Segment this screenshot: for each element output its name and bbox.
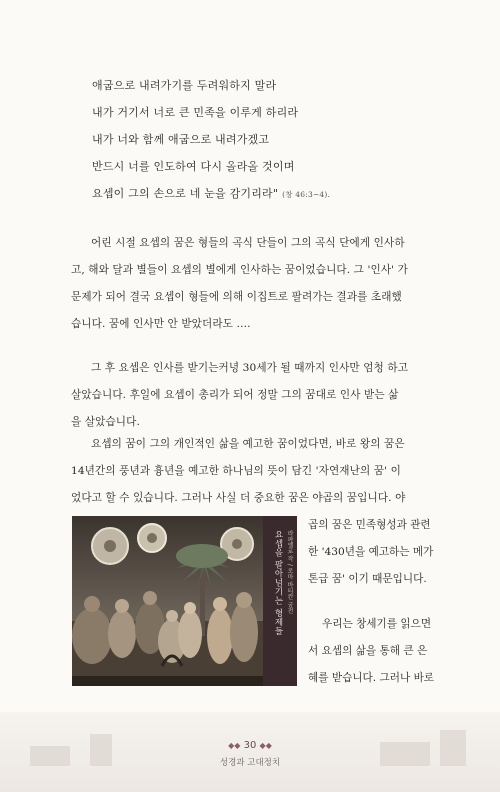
figure-caption-band [263, 516, 297, 686]
paragraph-line: 한 '430년을 예고하는 메가 [308, 546, 434, 558]
paragraph-line: 었다고 할 수 있습니다. 그러나 사실 더 중요한 꿈은 야곱의 꿈입니다. 야 [71, 492, 406, 504]
painting-image [72, 516, 263, 686]
scripture-quote [92, 72, 452, 207]
verse-line: 내가 너와 함께 애굽으로 내려가겠고 [92, 133, 270, 146]
figure-caption: 요셉을 팔아넘기는 형제들 [273, 530, 283, 636]
paragraph-line: 고, 해와 달과 별들이 요셉의 별에게 인사하는 꿈이었습니다. 그 '인사' 가 [71, 264, 408, 276]
figure-caption-source: 라파엘로 작 / 로마 바티칸 궁전 [286, 530, 293, 614]
verse-line: 반드시 너를 인도하여 다시 올라올 것이며 [92, 160, 295, 173]
paragraph-line: 곱의 꿈은 민족형성과 관련 [308, 519, 431, 531]
body-paragraph-3 [71, 431, 459, 512]
page-number [0, 740, 500, 751]
paragraph-line: 서 요셉의 삶을 통해 큰 은 [308, 645, 428, 657]
verse-line-last [92, 180, 452, 207]
verse-line-text: 요셉이 그의 손으로 네 눈을 감기리라" [92, 187, 279, 200]
paragraph-line: 살았습니다. 후일에 요셉이 총리가 되어 정말 그의 꿈대로 인사 받는 삶 [71, 389, 399, 401]
body-paragraph-1 [71, 230, 459, 338]
verse-citation: (창 46:3~4). [282, 190, 331, 199]
paragraph-line: 톤급 꿈' 이기 때문입니다. [308, 573, 427, 585]
body-paragraph-2 [71, 355, 459, 436]
ornament-left-icon: ◆◆ [228, 741, 241, 750]
wrapped-text-2 [308, 611, 463, 692]
ornament-right-icon: ◆◆ [259, 741, 272, 750]
paragraph-line: 문제가 되어 결국 요셉이 형들에 의해 이집트로 팔려가는 결과를 초래했 [71, 291, 402, 303]
paragraph-line: 요셉의 꿈이 그의 개인적인 삶을 예고한 꿈이었다면, 바로 왕의 꿈은 [91, 438, 405, 450]
footer-decoration [0, 712, 500, 792]
verse-line: 내가 거기서 너로 큰 민족을 이루게 하리라 [92, 106, 299, 119]
verse-line: 애굽으로 내려가기를 두려워하지 말라 [92, 79, 277, 92]
paragraph-line: 어린 시절 요셉의 꿈은 형들의 곡식 단들이 그의 곡식 단에게 인사하 [91, 237, 405, 249]
paragraph-line: 을 살았습니다. [71, 416, 140, 428]
paragraph-line: 14년간의 풍년과 흉년을 예고한 하나님의 뜻이 담긴 '자연재난의 꿈' 이 [71, 465, 401, 477]
paragraph-line: 혜를 받습니다. 그러나 바로 [308, 672, 435, 684]
paragraph-line: 습니다. 꿈에 인사만 안 받았더라도 …. [71, 318, 251, 330]
running-footer-title: 성경과 고대정치 [219, 758, 281, 768]
page-number-text: 30 [243, 740, 257, 751]
paragraph-line: 그 후 요셉은 인사를 받기는커녕 30세가 될 때까지 인사만 엄청 하고 [91, 362, 409, 374]
wrapped-text-1 [308, 512, 463, 593]
paragraph-line: 우리는 창세기를 읽으면 [322, 618, 432, 630]
